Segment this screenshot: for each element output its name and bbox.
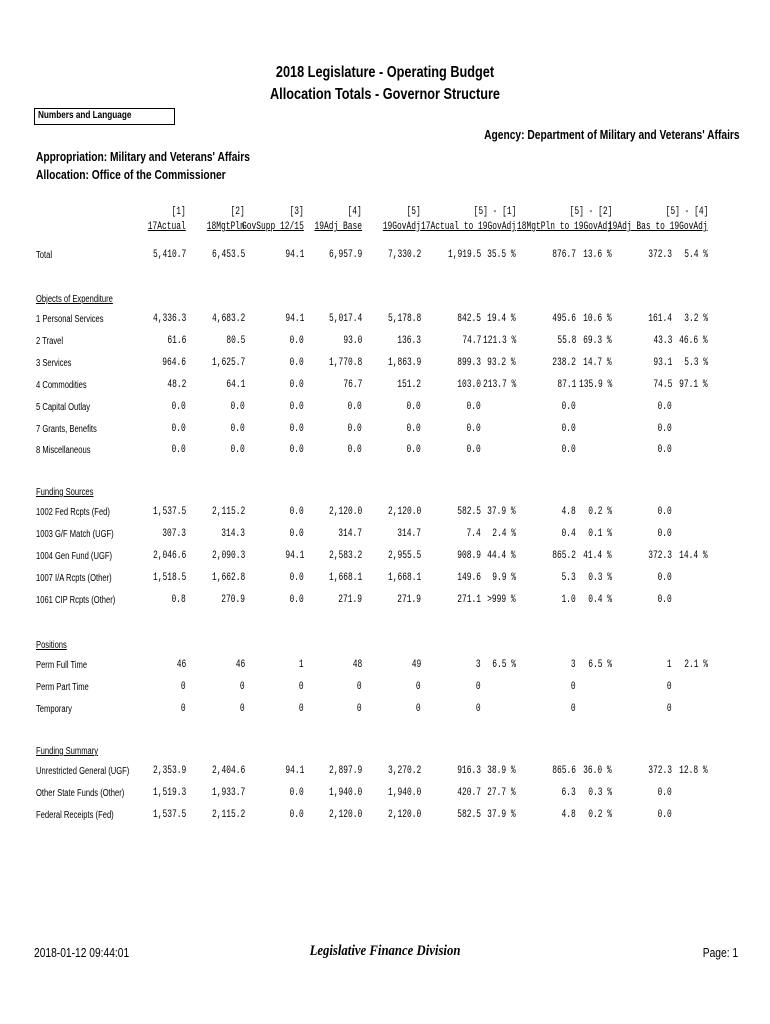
- table-cell: 0: [181, 681, 186, 693]
- table-cell: 1,863.9: [387, 357, 421, 369]
- table-cell: 0.0: [657, 528, 672, 540]
- table-cell: 4,336.3: [152, 313, 186, 325]
- table-cell: 865.6: [552, 765, 576, 777]
- table-cell: 3.2 %: [684, 313, 708, 325]
- table-cell: 121.3 %: [482, 335, 516, 347]
- table-cell: 80.5: [225, 335, 245, 347]
- table-cell: 1,933.7: [211, 787, 245, 799]
- table-cell: 161.4: [648, 313, 672, 325]
- report-title: 2018 Legislature - Operating Budget: [275, 64, 495, 81]
- table-cell: 93.2 %: [487, 357, 516, 369]
- table-cell: 0.0: [289, 423, 304, 435]
- table-cell: 0.4: [561, 528, 576, 540]
- appropriation-label: Appropriation: Military and Veterans' Affairs: [36, 150, 250, 164]
- column-number: [5]: [406, 206, 421, 218]
- row-label: Temporary: [36, 704, 72, 715]
- column-number: [2]: [230, 206, 245, 218]
- table-cell: 0: [416, 681, 421, 693]
- table-cell: 314.3: [221, 528, 245, 540]
- table-cell: 0.2 %: [588, 809, 612, 821]
- table-cell: 0.0: [171, 423, 186, 435]
- table-cell: 420.7: [457, 787, 481, 799]
- table-cell: 2,090.3: [211, 550, 245, 562]
- table-cell: 1,625.7: [211, 357, 245, 369]
- table-cell: 94.1: [284, 765, 304, 777]
- table-cell: 14.4 %: [679, 550, 708, 562]
- table-cell: 3,270.2: [387, 765, 421, 777]
- table-cell: 842.5: [457, 313, 481, 325]
- column-number: [5] - [1]: [473, 206, 516, 218]
- table-cell: 7.4: [466, 528, 481, 540]
- table-cell: 0.8: [171, 594, 186, 606]
- row-label: Perm Part Time: [36, 682, 89, 693]
- table-cell: 41.4 %: [583, 550, 612, 562]
- table-cell: 0.0: [289, 444, 304, 456]
- table-cell: 495.6: [552, 313, 576, 325]
- row-label: Other State Funds (Other): [36, 788, 125, 799]
- table-cell: 13.6 %: [583, 249, 612, 261]
- column-name: 19GovAdj: [382, 221, 421, 233]
- row-label: Total: [36, 250, 53, 261]
- row-label: 8 Miscellaneous: [36, 445, 91, 456]
- table-cell: 0.0: [561, 444, 576, 456]
- row-label: 7 Grants, Benefits: [36, 424, 97, 435]
- table-cell: 0.0: [406, 444, 421, 456]
- table-cell: 0.0: [230, 401, 245, 413]
- row-label: 1007 I/A Rcpts (Other): [36, 573, 112, 584]
- table-cell: 2.1 %: [684, 659, 708, 671]
- row-label: 4 Commodities: [36, 380, 87, 391]
- table-cell: 2,120.0: [387, 506, 421, 518]
- table-cell: 2,120.0: [328, 506, 362, 518]
- column-name: 17Actual: [147, 221, 186, 233]
- section-title: Funding Summary: [36, 746, 99, 757]
- table-cell: 93.1: [652, 357, 672, 369]
- table-cell: 46.6 %: [679, 335, 708, 347]
- table-cell: 0.0: [561, 423, 576, 435]
- section-title: Objects of Expenditure: [36, 294, 113, 305]
- table-cell: 97.1 %: [679, 379, 708, 391]
- table-cell: 1,537.5: [152, 506, 186, 518]
- numbers-and-language-label: Numbers and Language: [38, 110, 132, 121]
- table-cell: 1,770.8: [328, 357, 362, 369]
- table-cell: 94.1: [284, 249, 304, 261]
- table-cell: 103.0: [457, 379, 481, 391]
- table-cell: 372.3: [648, 249, 672, 261]
- table-cell: 0: [571, 703, 576, 715]
- table-cell: 1,919.5: [447, 249, 481, 261]
- row-label: 1003 G/F Match (UGF): [36, 529, 114, 540]
- table-cell: 0.0: [347, 401, 362, 413]
- table-cell: 0.0: [289, 528, 304, 540]
- table-cell: 0: [667, 681, 672, 693]
- table-cell: 213.7 %: [482, 379, 516, 391]
- table-cell: 5.4 %: [684, 249, 708, 261]
- table-cell: 314.7: [338, 528, 362, 540]
- table-cell: 0.0: [466, 444, 481, 456]
- table-cell: 0.0: [171, 401, 186, 413]
- column-name: 17Actual to 19GovAdj: [420, 221, 516, 233]
- column-number: [5] - [4]: [665, 206, 708, 218]
- table-cell: 3: [476, 659, 481, 671]
- table-cell: 0.0: [347, 444, 362, 456]
- table-cell: 0: [476, 681, 481, 693]
- table-cell: 0.0: [657, 506, 672, 518]
- row-label: 3 Services: [36, 358, 72, 369]
- table-cell: 0.0: [289, 572, 304, 584]
- table-cell: 36.0 %: [583, 765, 612, 777]
- table-cell: 2,115.2: [211, 506, 245, 518]
- table-cell: 2.4 %: [492, 528, 516, 540]
- table-cell: 136.3: [397, 335, 421, 347]
- row-label: Perm Full Time: [36, 660, 88, 671]
- table-cell: 2,120.0: [328, 809, 362, 821]
- table-cell: 1: [299, 659, 304, 671]
- table-cell: 12.8 %: [679, 765, 708, 777]
- table-cell: 5,017.4: [328, 313, 362, 325]
- row-label: 1061 CIP Rcpts (Other): [36, 595, 116, 606]
- division-signature: Legislative Finance Division: [309, 943, 461, 959]
- table-cell: 49: [411, 659, 421, 671]
- table-cell: 271.9: [397, 594, 421, 606]
- table-cell: 4,683.2: [211, 313, 245, 325]
- table-cell: 37.9 %: [487, 506, 516, 518]
- row-label: Federal Receipts (Fed): [36, 810, 114, 821]
- table-cell: 0.0: [657, 423, 672, 435]
- table-cell: 0.0: [406, 401, 421, 413]
- table-cell: 149.6: [457, 572, 481, 584]
- table-cell: 876.7: [552, 249, 576, 261]
- table-cell: 38.9 %: [487, 765, 516, 777]
- table-cell: 0.1 %: [588, 528, 612, 540]
- table-cell: 2,404.6: [211, 765, 245, 777]
- table-cell: 0.3 %: [588, 572, 612, 584]
- table-cell: 0.0: [289, 379, 304, 391]
- table-cell: 135.9 %: [578, 379, 612, 391]
- table-cell: 908.9: [457, 550, 481, 562]
- column-name: GovSupp 12/15: [242, 221, 304, 233]
- table-cell: 238.2: [552, 357, 576, 369]
- table-cell: 151.2: [397, 379, 421, 391]
- table-cell: 865.2: [552, 550, 576, 562]
- table-cell: 271.9: [338, 594, 362, 606]
- table-cell: 74.5: [652, 379, 672, 391]
- row-label: 1004 Gen Fund (UGF): [36, 551, 113, 562]
- table-cell: 0.0: [289, 594, 304, 606]
- table-cell: 0.0: [466, 423, 481, 435]
- table-cell: 899.3: [457, 357, 481, 369]
- table-cell: 6.5 %: [492, 659, 516, 671]
- table-cell: 1,518.5: [152, 572, 186, 584]
- table-cell: 2,353.9: [152, 765, 186, 777]
- table-cell: >999 %: [487, 594, 516, 606]
- column-name: 19Adj Bas to 19GovAdj: [608, 221, 708, 233]
- table-cell: 0: [181, 703, 186, 715]
- table-cell: 27.7 %: [487, 787, 516, 799]
- table-cell: 2,046.6: [152, 550, 186, 562]
- table-cell: 582.5: [457, 809, 481, 821]
- table-cell: 0.0: [561, 401, 576, 413]
- table-cell: 7,330.2: [387, 249, 421, 261]
- table-cell: 64.1: [225, 379, 245, 391]
- table-cell: 0.0: [289, 335, 304, 347]
- table-cell: 314.7: [397, 528, 421, 540]
- column-name: 18MgtPln to 19GovAdj: [516, 221, 612, 233]
- table-cell: 916.3: [457, 765, 481, 777]
- table-cell: 0.0: [289, 401, 304, 413]
- table-cell: 0.0: [657, 401, 672, 413]
- table-cell: 1,668.1: [387, 572, 421, 584]
- table-cell: 307.3: [162, 528, 186, 540]
- table-cell: 14.7 %: [583, 357, 612, 369]
- row-label: 5 Capital Outlay: [36, 402, 91, 413]
- table-cell: 2,583.2: [328, 550, 362, 562]
- table-cell: 1,519.3: [152, 787, 186, 799]
- column-number: [5] - [2]: [569, 206, 612, 218]
- table-cell: 76.7: [342, 379, 362, 391]
- table-cell: 0.0: [657, 572, 672, 584]
- table-cell: 0.0: [230, 444, 245, 456]
- table-cell: 0.0: [657, 787, 672, 799]
- table-cell: 0.0: [230, 423, 245, 435]
- column-number: [4]: [347, 206, 362, 218]
- table-cell: 6.5 %: [588, 659, 612, 671]
- table-cell: 582.5: [457, 506, 481, 518]
- table-cell: 55.8: [556, 335, 576, 347]
- section-title: Funding Sources: [36, 487, 94, 498]
- table-cell: 93.0: [342, 335, 362, 347]
- table-cell: 0: [571, 681, 576, 693]
- table-cell: 2,120.0: [387, 809, 421, 821]
- table-cell: 1,668.1: [328, 572, 362, 584]
- table-cell: 1,662.8: [211, 572, 245, 584]
- table-cell: 6,957.9: [328, 249, 362, 261]
- table-cell: 0.0: [657, 594, 672, 606]
- table-cell: 1: [667, 659, 672, 671]
- table-cell: 37.9 %: [487, 809, 516, 821]
- table-cell: 35.5 %: [487, 249, 516, 261]
- table-cell: 44.4 %: [487, 550, 516, 562]
- table-cell: 3: [571, 659, 576, 671]
- table-cell: 0.0: [171, 444, 186, 456]
- report-timestamp: 2018-01-12 09:44:01: [34, 946, 130, 960]
- table-cell: 0: [357, 681, 362, 693]
- table-cell: 0.0: [289, 357, 304, 369]
- table-cell: 1,940.0: [387, 787, 421, 799]
- table-cell: 48.2: [166, 379, 186, 391]
- table-cell: 46: [176, 659, 186, 671]
- table-cell: 10.6 %: [583, 313, 612, 325]
- row-label: 2 Travel: [36, 336, 64, 347]
- table-cell: 964.6: [162, 357, 186, 369]
- table-cell: 48: [352, 659, 362, 671]
- table-cell: 2,955.5: [387, 550, 421, 562]
- table-cell: 9.9 %: [492, 572, 516, 584]
- table-cell: 270.9: [221, 594, 245, 606]
- table-cell: 87.1: [556, 379, 576, 391]
- table-cell: 5.3 %: [684, 357, 708, 369]
- table-cell: 0: [476, 703, 481, 715]
- row-label: Unrestricted General (UGF): [36, 766, 130, 777]
- table-cell: 5,410.7: [152, 249, 186, 261]
- table-cell: 61.6: [166, 335, 186, 347]
- table-cell: 19.4 %: [487, 313, 516, 325]
- report-subtitle: Allocation Totals - Governor Structure: [270, 86, 500, 103]
- table-cell: 0.0: [289, 506, 304, 518]
- table-cell: 0: [299, 703, 304, 715]
- table-cell: 1,940.0: [328, 787, 362, 799]
- table-cell: 0.0: [289, 809, 304, 821]
- table-cell: 0.0: [466, 401, 481, 413]
- table-cell: 43.3: [652, 335, 672, 347]
- table-cell: 0: [240, 703, 245, 715]
- allocation-label: Allocation: Office of the Commissioner: [36, 168, 226, 182]
- table-cell: 0.0: [406, 423, 421, 435]
- table-cell: 0.4 %: [588, 594, 612, 606]
- table-cell: 2,897.9: [328, 765, 362, 777]
- table-cell: 0.0: [347, 423, 362, 435]
- table-cell: 1,537.5: [152, 809, 186, 821]
- table-cell: 0.0: [657, 809, 672, 821]
- agency-label: Agency: Department of Military and Veterans' Affairs: [484, 128, 740, 142]
- column-name: 19Adj Base: [314, 221, 362, 233]
- table-cell: 0: [240, 681, 245, 693]
- table-cell: 0.3 %: [588, 787, 612, 799]
- table-cell: 0: [299, 681, 304, 693]
- column-name: 18MgtPln: [206, 221, 245, 233]
- page-number: Page: 1: [702, 946, 738, 960]
- table-cell: 4.8: [561, 809, 576, 821]
- table-cell: 4.8: [561, 506, 576, 518]
- row-label: 1002 Fed Rcpts (Fed): [36, 507, 110, 518]
- table-cell: 1.0: [561, 594, 576, 606]
- table-cell: 0.0: [657, 444, 672, 456]
- table-cell: 0.2 %: [588, 506, 612, 518]
- table-cell: 2,115.2: [211, 809, 245, 821]
- table-cell: 372.3: [648, 765, 672, 777]
- table-cell: 0: [416, 703, 421, 715]
- table-cell: 74.7: [461, 335, 481, 347]
- table-cell: 46: [235, 659, 245, 671]
- table-cell: 94.1: [284, 313, 304, 325]
- row-label: 1 Personal Services: [36, 314, 104, 325]
- table-cell: 271.1: [457, 594, 481, 606]
- table-cell: 0: [667, 703, 672, 715]
- column-number: [1]: [171, 206, 186, 218]
- table-cell: 94.1: [284, 550, 304, 562]
- table-cell: 0.0: [289, 787, 304, 799]
- column-number: [3]: [289, 206, 304, 218]
- table-cell: 69.3 %: [583, 335, 612, 347]
- table-cell: 6.3: [561, 787, 576, 799]
- table-cell: 372.3: [648, 550, 672, 562]
- table-cell: 0: [357, 703, 362, 715]
- table-cell: 5,178.8: [387, 313, 421, 325]
- table-cell: 5.3: [561, 572, 576, 584]
- table-cell: 6,453.5: [211, 249, 245, 261]
- numbers-and-language-box: [34, 108, 175, 125]
- section-title: Positions: [36, 640, 67, 651]
